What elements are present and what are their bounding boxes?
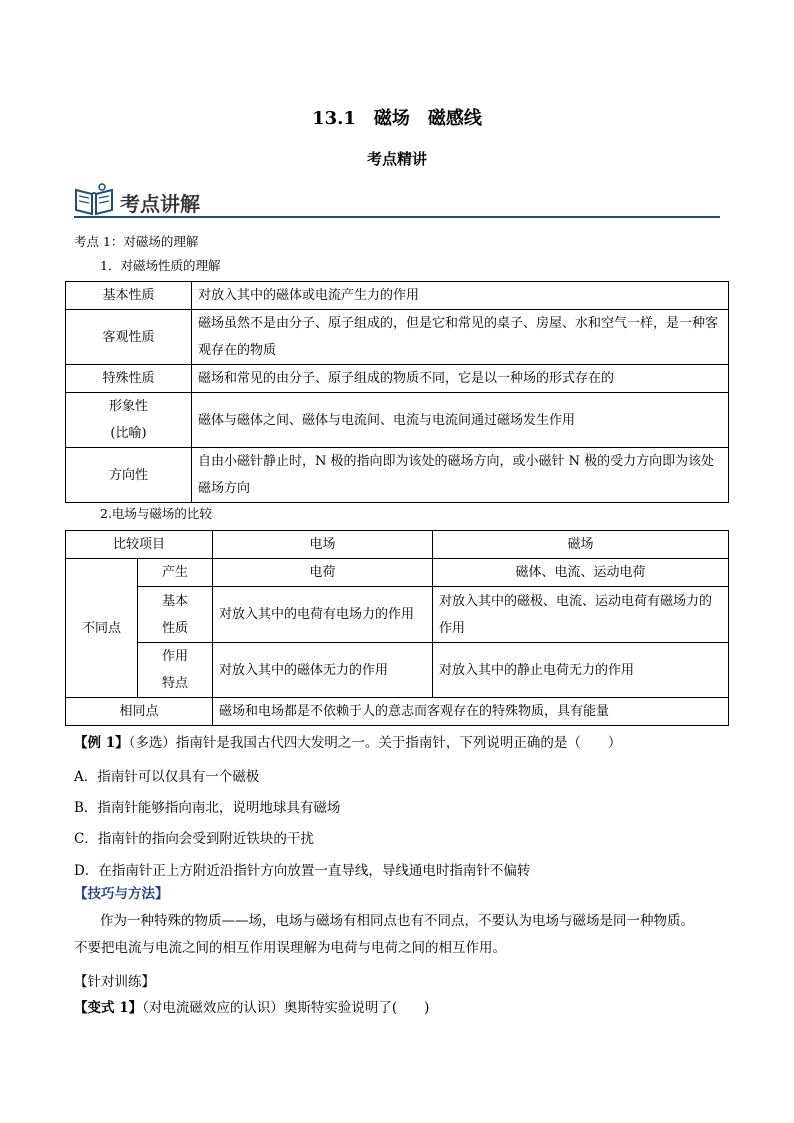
page-title: 13.1 磁场 磁感线 (312, 108, 482, 129)
row-text: 自由小磁针静止时，N 极的指向即为该处的磁场方向，或小磁针 N 极的受力方向即为该处磁场方向 (192, 448, 729, 503)
option-d: D．在指南针正上方附近沿指针方向放置一直导线，导线通电时指南针不偏转 (74, 863, 531, 879)
magnetic-cell: 对放入其中的磁极、电流、运动电荷有磁场力的作用 (433, 587, 729, 643)
magnetic-cell: 对放入其中的静止电荷无力的作用 (433, 643, 729, 698)
item-cell: 基本 性质 (138, 587, 213, 643)
variant-tag: 【变式 1】 (74, 1000, 143, 1016)
table-row (66, 643, 729, 698)
section-header (74, 182, 720, 220)
option-c: C．指南针的指向会受到附近铁块的干扰 (74, 831, 314, 847)
subheading-2: 2.电场与磁场的比较 (100, 506, 212, 521)
table-row (66, 587, 729, 643)
option-b: B．指南针能够指向南北，说明地球具有磁场 (74, 800, 341, 816)
row-label: 方向性 (66, 448, 192, 503)
item-cell: 作用 特点 (138, 643, 213, 698)
example-tag: 【例 1】 (74, 735, 129, 751)
page-subtitle: 考点精讲 (366, 150, 427, 168)
row-label: 基本性质 (66, 282, 192, 310)
variant-stem: （对电流磁效应的认识）奥斯特实验说明了( ) (142, 1000, 430, 1016)
electric-cell: 电荷 (213, 559, 433, 587)
example-stem: （多选）指南针是我国古代四大发明之一。关于指南针，下列说明正确的是（ ） (128, 735, 622, 751)
magnetic-cell: 磁体、电流、运动电荷 (433, 559, 729, 587)
same-label: 相同点 (66, 698, 213, 726)
table-row (66, 559, 729, 587)
section-header-label: 考点讲解 (120, 192, 200, 216)
method-paragraph-1: 作为一种特殊的物质——场，电场与磁场有相同点也有不同点，不要认为电场与磁场是同一种物质。 (100, 913, 694, 929)
row-label: 特殊性质 (66, 365, 192, 393)
row-label: 客观性质 (66, 310, 192, 365)
subheading-1: 1．对磁场性质的理解 (100, 258, 221, 273)
table-row (66, 310, 729, 365)
point-heading: 考点 1：对磁场的理解 (74, 234, 199, 249)
variant-question (74, 994, 734, 1022)
comparison-table (65, 530, 729, 726)
magnetic-property-table (65, 281, 729, 503)
table-row (66, 393, 729, 448)
table-row (66, 282, 729, 310)
option-a: A．指南针可以仅具有一个磁极 (74, 769, 260, 785)
section-rule (74, 216, 720, 218)
row-text: 对放入其中的磁体或电流产生力的作用 (192, 282, 729, 310)
row-label: 形象性 (比喻) (66, 393, 192, 448)
row-text: 磁体与磁体之间、磁体与电流间、电流与电流间通过磁场发生作用 (192, 393, 729, 448)
header-cell: 电场 (213, 531, 433, 559)
table-header-row (66, 531, 729, 559)
header-cell: 比较项目 (66, 531, 213, 559)
training-heading: 【针对训练】 (74, 974, 155, 990)
table-row (66, 698, 729, 726)
same-text: 磁场和电场都是不依赖于人的意志而客观存在的特殊物质，具有能量 (213, 698, 729, 726)
method-heading: 【技巧与方法】 (74, 886, 169, 902)
table-row (66, 448, 729, 503)
row-text: 磁场和常见的由分子、原子组成的物质不同，它是以一种场的形式存在的 (192, 365, 729, 393)
item-cell: 产生 (138, 559, 213, 587)
method-paragraph-2: 不要把电流与电流之间的相互作用误理解为电荷与电荷之间的相互作用。 (74, 940, 506, 956)
table-row (66, 365, 729, 393)
group-label: 不同点 (66, 559, 138, 698)
book-icon (74, 182, 114, 216)
electric-cell: 对放入其中的磁体无力的作用 (213, 643, 433, 698)
electric-cell: 对放入其中的电荷有电场力的作用 (213, 587, 433, 643)
row-text: 磁场虽然不是由分子、原子组成的，但是它和常见的桌子、房屋、水和空气一样，是一种客观存在的物质 (192, 310, 729, 365)
example-question (74, 729, 734, 757)
header-cell: 磁场 (433, 531, 729, 559)
